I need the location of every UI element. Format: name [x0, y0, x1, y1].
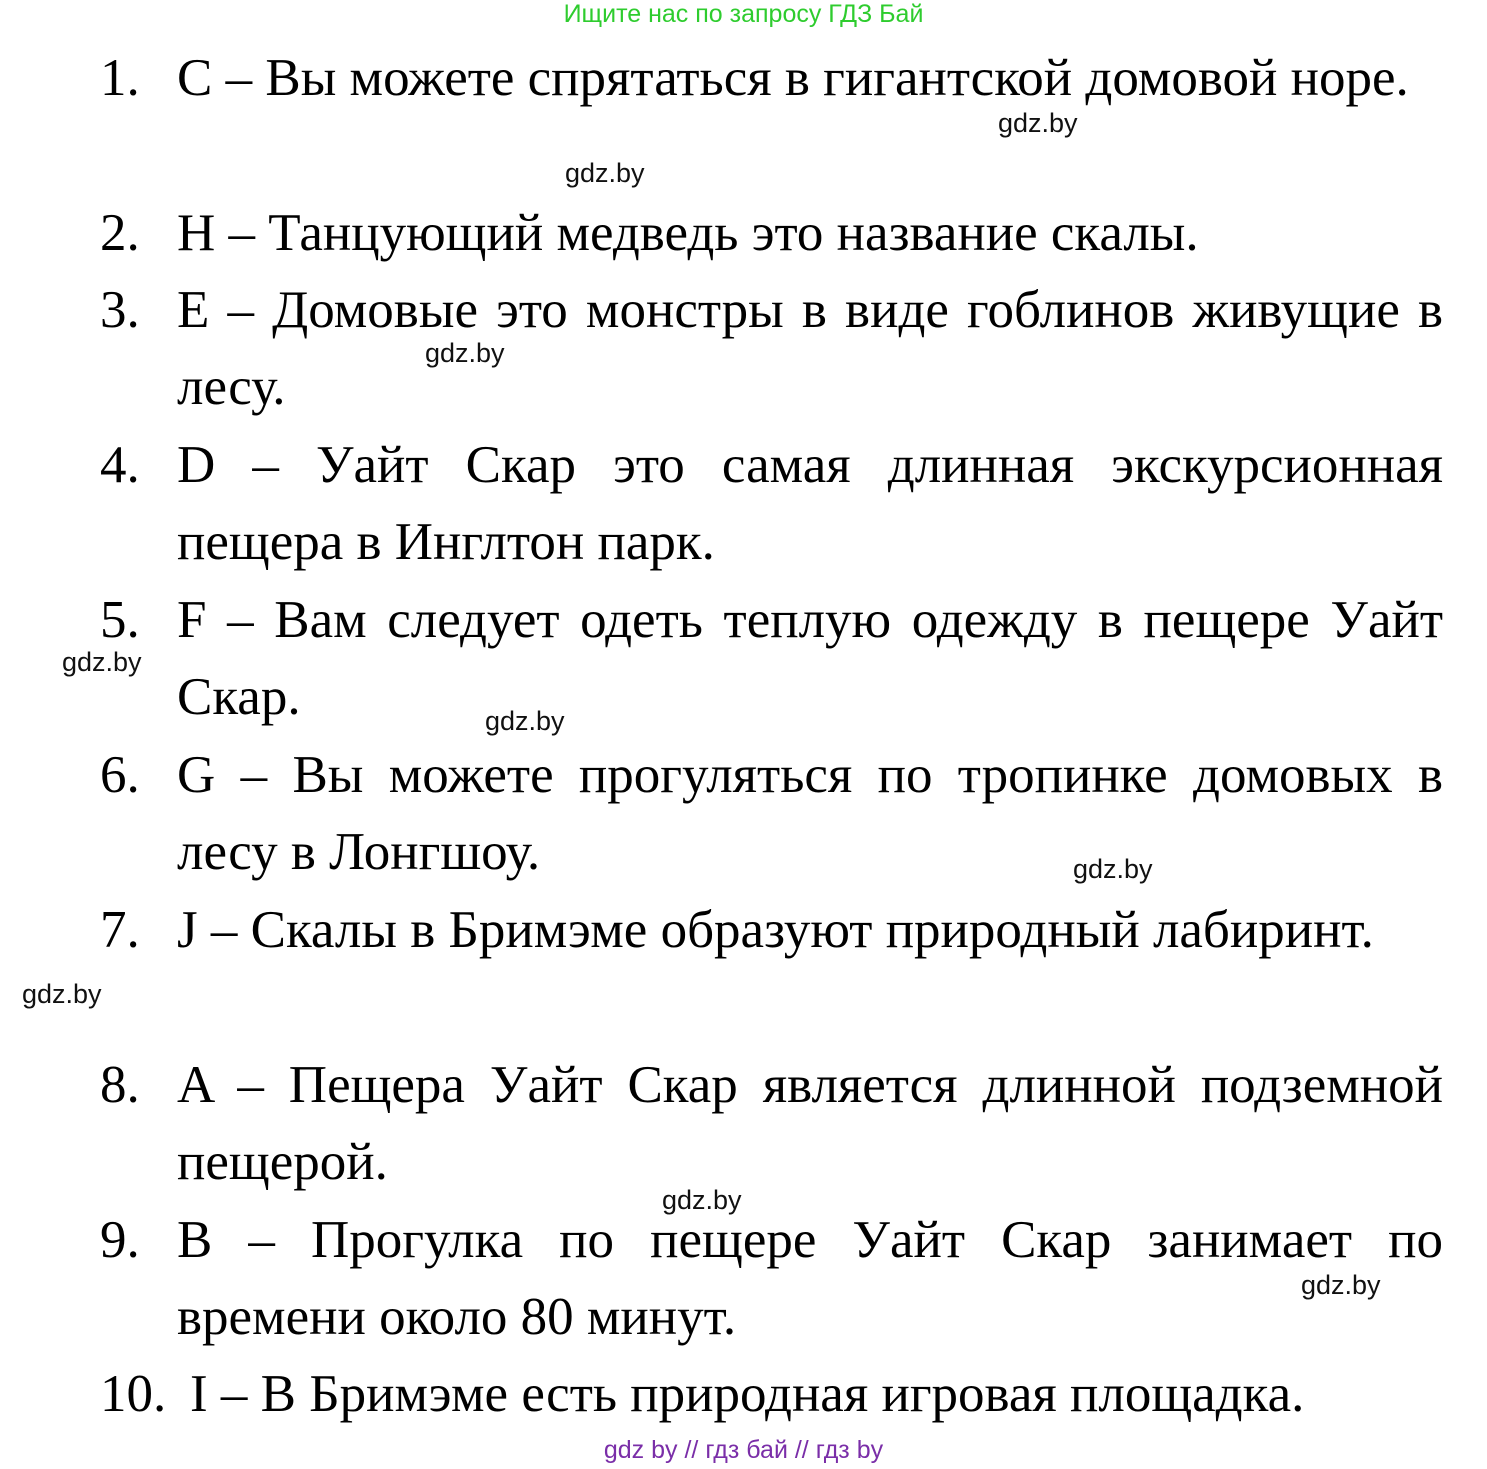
item-number: 1. [100, 49, 140, 107]
item-text: F – Вам следует одеть теплую одежду в пещере Уайт Скар. [177, 591, 1443, 726]
footer-watermark: gdz by // гдз бай // гдз by [603, 1436, 884, 1464]
item-number: 2. [100, 204, 140, 262]
item-number: 5. [100, 591, 140, 649]
watermark: gdz.by [62, 647, 142, 677]
item-text: A – Пещера Уайт Скар является длинной подземной пещерой. [177, 1056, 1443, 1191]
item-number: 6. [100, 746, 140, 804]
watermark: gdz.by [425, 338, 505, 368]
item-number: 7. [100, 901, 140, 959]
watermark: gdz.by [485, 706, 565, 736]
item-text: G – Вы можете прогуляться по тропинке домовых в лесу в Лонгшоу. [177, 746, 1443, 881]
item-text: C – Вы можете спрятаться в гигантской домовой норе. [177, 49, 1409, 107]
watermark: gdz.by [1073, 854, 1153, 884]
item-number: 3. [100, 281, 140, 339]
item-text: J – Скалы в Бримэме образуют природный лабиринт. [177, 901, 1374, 959]
watermark: gdz.by [662, 1185, 742, 1215]
item-text: D – Уайт Скар это самая длинная экскурсионная пещера в Инглтон парк. [177, 436, 1443, 571]
item-number: 10. [100, 1365, 167, 1423]
watermark: gdz.by [998, 108, 1078, 138]
item-text: E – Домовые это монстры в виде гоблинов живущие в лесу. [177, 281, 1443, 416]
item-text: H – Танцующий медведь это название скалы. [177, 204, 1199, 262]
item-number: 4. [100, 436, 140, 494]
item-text: B – Прогулка по пещере Уайт Скар занимает по времени около 80 минут. [177, 1211, 1443, 1346]
item-number: 8. [100, 1056, 140, 1114]
watermark: gdz.by [22, 979, 102, 1009]
watermark: gdz.by [1301, 1270, 1381, 1300]
top-banner: Ищите нас по запросу ГДЗ Бай [563, 0, 924, 28]
item-text: I – В Бримэме есть природная игровая площадка. [190, 1365, 1305, 1423]
item-number: 9. [100, 1211, 140, 1269]
watermark: gdz.by [565, 158, 645, 188]
